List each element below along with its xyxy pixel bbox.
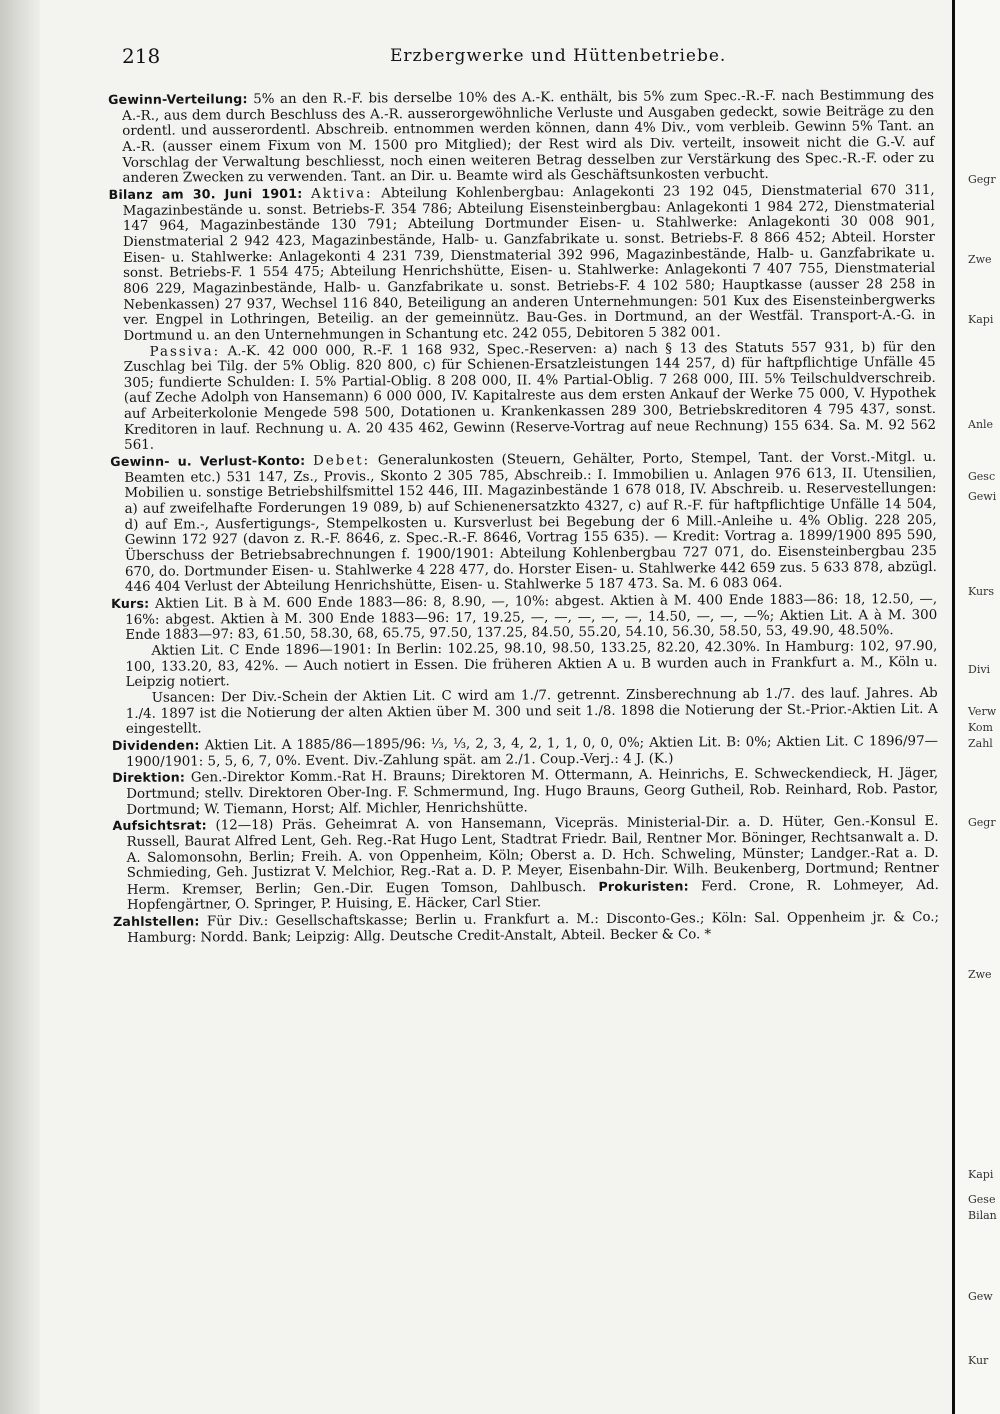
running-title: Erzbergwerke und Hüttenbetriebe. (390, 46, 727, 66)
section-label: Gewinn-Verteilung: (108, 91, 248, 107)
adjacent-page-strip (955, 0, 1000, 1414)
section-text: Aktien Lit. A 1885/86—1895/96: ⅓, ⅓, 2, 3, 4, 2, 1, 1, 0, 0, 0%; Aktien Lit. B: 0%; Aktien Lit. C 1896/97—1900/1901: 5, 5, 6, 7, 0%. Event. Div.-Zahlung spät. am 2./1. Coup.-Verj.: 4 J. (K.) (126, 733, 939, 770)
section-label-inline: Prokuristen: (598, 878, 689, 894)
section-text: A.-K. 42 000 000, R.-F. 1 168 932, Spec.-Reserven: a) nach § 13 des Statuts 557 931, b) für den Zuschlag bei Tilg. der 5% Oblig. 820 800, c) für Schienen-Ersatzleistungen 144 257, d) für haftpflichtige Unfälle 45 305; fundierte Schulden: I. 5% Partial-Oblig. 8 208 000, II. 4% Partial-Oblig. 7 268 000, III. 5% Teilschuldverschreib. (auf Zeche Adolph von Hansemann) 6 000 000, IV. Kapitalreste aus dem ersten Ankauf der Werke 75 000, V. Hypothek auf Arbeiterkolonie Mengede 598 500, Dotationen u. Krankenkassen 289 300, Betriebskreditoren 4 795 437, sonst. Kreditoren in lauf. Rechnung u. A. 20 435 462, Gewinn (Reserve-Vortrag auf neue Rechnung) 155 634. Sa. M. 92 562 561. (123, 339, 937, 454)
adjacent-fragment: Gewi (968, 490, 997, 503)
adjacent-fragment: Gegr (968, 816, 996, 829)
section-text: Generalunkosten (Steuern, Gehälter, Porto, Stempel, Tant. der Vorst.-Mitgl. u. Beamten etc.) 531 147, Zs., Provis., Skonto 2 305 785, Abschreib.: I. Immobilien u. Anlagen 976 613, II. Utensilien, Mobilien u. sonstige Betriebshilfsmittel 152 446, III. Magazinbestände 1 678 018, IV. Abschreib. u. Reservestellungen: a) auf zweifelhafte Forderungen 19 089, b) auf Schienenersatzkto 4327, c) auf R.-F. für haftpflichtige Unfälle 14 504, d) auf Em.-, Ausfertigungs-, Stempelkosten u. Kursverlust bei Begebung der 6 Mill.-Anleihe u. 4% Oblig. 228 205, Gewinn 172 927 (davon z. R.-F. 8646, z. Spec.-R.-F. 8646, Vortrag 155 635). — Kredit: Vortrag a. 1899/1900 895 590, Überschuss der Betriebsabrechnungen f. 1900/1901: Abteilung Kohlenbergbau 727 071, do. Eisensteinbergbau 235 670, do. Dortmunder Eisen- u. Stahlwerke 4 228 477, do. Horster Eisen- u. Stahlwerke 442 659 zus. 5 633 878, abzügl. 446 404 Verlust der Abteilung Henrichshütte, Eisen- u. Stahlwerke 5 187 473. Sa. M. 6 083 064. (124, 450, 937, 596)
adjacent-fragment: Anle (968, 418, 994, 431)
adjacent-fragment: Zahl (968, 737, 993, 750)
adjacent-fragment: Divi (968, 663, 991, 676)
section-kurs (111, 591, 937, 644)
section-passiva (110, 339, 937, 454)
page-edge-shadow (0, 0, 40, 1414)
adjacent-fragment: Gew (968, 1290, 993, 1303)
adjacent-fragment: Gese (968, 1193, 996, 1206)
section-text: Für Div.: Gesellschaftskasse; Berlin u. Frankfurt a. M.: Disconto-Ges.; Köln: Sal. Oppenheim jr. & Co.; Hamburg: Nordd. Bank; Leipzig: Allg. Deutsche Credit-Anstalt, Abteil. Becker & Co. * (127, 910, 940, 946)
section-dividenden (112, 733, 938, 770)
document-body (108, 87, 939, 946)
section-text: Aktien Lit. B à M. 600 Ende 1883—86: 8, 8.90, —, 10%: abgest. Aktien à M. 400 Ende 1883—86: 18, 12.50, —, 16%: abgest. Aktien à M. 300 Ende 1883—96: 17, 19.25, —, —, —, —, —, 14.50, —, —, —%; Aktien Lit. A à M. 300 Ende 1883—97: 83, 61.50, 58.30, 68, 65.75, 97.50, 137.25, 84.50, 55.20, 54.10, 56.30, 58.50, 53, 49.90, 48.50%. (125, 591, 938, 644)
adjacent-fragment: Gesc (968, 470, 996, 483)
page-header (118, 44, 938, 70)
section-gewinn-verlust (110, 449, 937, 596)
adjacent-fragment: Kapi (968, 313, 994, 326)
section-text: Usancen: Der Div.-Schein der Aktien Lit. C wird am 1./7. getrennt. Zinsberechnung ab 1./7. des lauf. Jahres. Ab 1./4. 1897 ist die Notierung der alten Aktien über M. 300 und seit 1./8. 1898 die Notierung der St.-Prior.-Aktien Lit. A eingestellt. (125, 685, 938, 738)
adjacent-fragment: Zwe (968, 253, 992, 266)
section-label: Direktion: (112, 769, 186, 786)
section-text: Aktien Lit. C Ende 1896—1901: In Berlin: 102.25, 98.10, 98.50, 133.25, 82.20, 42.30%. In Hamburg: 102, 97.90, 100, 133.20, 83, 42%. — Auch notiert in Essen. Die früheren Aktien A u. B wurden auch in Frankfurt a. M., Köln u. Leipzig notiert. (125, 638, 938, 691)
adjacent-fragment: Gegr (968, 173, 996, 186)
section-lead: Debet: (313, 453, 371, 469)
section-text: Ferd. Crone, R. Lohmeyer, Ad. Hopfengärtner, O. Springer, P. Huising, E. Häcker, Carl Stier. (126, 877, 939, 914)
section-text: Abteilung Kohlenbergbau: Anlagekonti 23 192 045, Dienstmaterial 670 311, Magazinbestände u. sonst. Betriebs-F. 354 786; Abteilung Eisensteinbergbau: Anlagekonti 1 984 272, Dienstmaterial 147 964, Magazinbestände 130 791; Abteilung Dortmunder Eisen- u. Stahlwerke: Anlagekonti 30 008 901, Dienstmaterial 2 942 423, Magazinbestände, Halb- u. Ganzfabrikate u. sonst. Betriebs-F. 8 866 452; Abteil. Horster Eisen- u. Stahlwerke: Anlagekonti 4 231 739, Dienstmaterial 392 996, Magazinbestände, Halb- u. Ganzfabrikate u. sonst. Betriebs-F. 1 554 475; Abteilung Henrichshütte, Eisen- u. Stahlwerke: Anlagekonti 7 407 755, Dienstmaterial 806 229, Magazinbestände, Halb- u. Ganzfabrikate u. sonst. Betriebs-F. 4 102 580; Hauptkasse (ausser 28 258 in Nebenkassen) 27 937, Wechsel 116 840, Beteiligung an anderen Unternehmungen: 501 Kux des Eisensteinbergwerks ver. Engpel in Lothringen, Beteilig. an der gemeinnütz. Bau-Ges. in Dortmund, an der Westfäl. Transport-A.-G. in Dortmund u. an den Unternehmungen in Schantung etc. 242 055, Debitoren 5 382 001. (122, 182, 936, 344)
adjacent-fragment: Bilan (968, 1209, 997, 1222)
section-label: Bilanz am 30. Juni 1901: (108, 185, 303, 202)
section-text: 5% an den R.-F. bis derselbe 10% des A.-K. enthält, bis 5% zum Spec.-R.-F. nach Bestimmung des A.-R., aus dem durch Beschluss des A.-R. ausserorgewöhnliche Verluste und Ausgaben gedeckt, sowie Beiträge zu den ordentl. und ausserordentl. Abschreib. entnommen werden können, dann 4% Div., vom verbleib. Gewinn 5% Tant. an A.-R. (ausser einem Fixum von M. 1500 pro Mitglied); der Rest wird als Div. verteilt, insoweit nicht die G.-V. auf Vorschlag der Verwaltung beschliesst, noch einen weiteren Betrag desselben zur Verstärkung des Spec.-R.-F. oder zu anderen Zwecken zu verwenden. Tant. an Dir. u. Beamte wird als Geschäftsunkosten verbucht. (122, 87, 935, 187)
section-text: (12—18) Präs. Geheimrat A. von Hansemann, Vicepräs. Ministerial-Dir. a. D. Hüter, Gen.-Konsul E. Russell, Baurat Alfred Lent, Geh. Reg.-Rat Hugo Lent, Stadtrat Friedr. Bail, Rentner Mor. Böninger, Rechtsanwalt a. D. A. Salomonsohn, Berlin; Freih. A. von Oppenheim, Köln; Oberst a. D. Hch. Schweling, Münster; Landger.-Rat a. D. Schmieding, Geh. Justizrat V. Melchior, Reg.-Rat a. D. P. Meyer, Eisenbahn-Dir. Wilh. Beukenberg, Dortmund; Rentner Herm. Kremser, Berlin; Gen.-Dir. Eugen Tomson, Dahlbusch. (126, 814, 939, 898)
section-label: Aufsichtsrat: (112, 817, 207, 834)
adjacent-fragment: Kur (968, 1354, 989, 1367)
section-direktion (112, 765, 938, 818)
page-number: 218 (122, 44, 161, 68)
section-lead: Aktiva: (311, 186, 373, 202)
section-label: Kurs: (111, 595, 150, 611)
section-label: Dividenden: (111, 737, 200, 753)
adjacent-fragment: Verw (968, 705, 997, 718)
adjacent-fragment: Kurs (968, 585, 994, 598)
section-usancen (112, 686, 938, 738)
section-text: Gen.-Direktor Komm.-Rat H. Brauns; Direktoren M. Ottermann, A. Heinrichs, E. Schweckendieck, H. Jäger, Dortmund; stellv. Direktoren Ober-Ing. F. Schmermund, Ing. Hugo Brauns, Georg Gutheil, Rob. Reinhard, Rob. Pastor, Dortmund; W. Tiemann, Horst; Alf. Michler, Henrichshütte. (126, 766, 939, 818)
section-lead: Passiva: (149, 343, 221, 360)
section-label: Gewinn- u. Verlust-Konto: (110, 452, 306, 470)
section-gewinn-verteilung (108, 87, 935, 187)
adjacent-fragment: Kapi (968, 1168, 994, 1181)
section-zahlstellen (113, 909, 939, 946)
section-bilanz (109, 182, 936, 345)
section-aufsichtsrat (112, 813, 939, 914)
section-kurs-lit-c (111, 639, 937, 691)
adjacent-fragment: Zwe (968, 968, 992, 981)
section-label: Zahlstellen: (113, 913, 200, 930)
adjacent-fragment: Kom (968, 721, 993, 734)
